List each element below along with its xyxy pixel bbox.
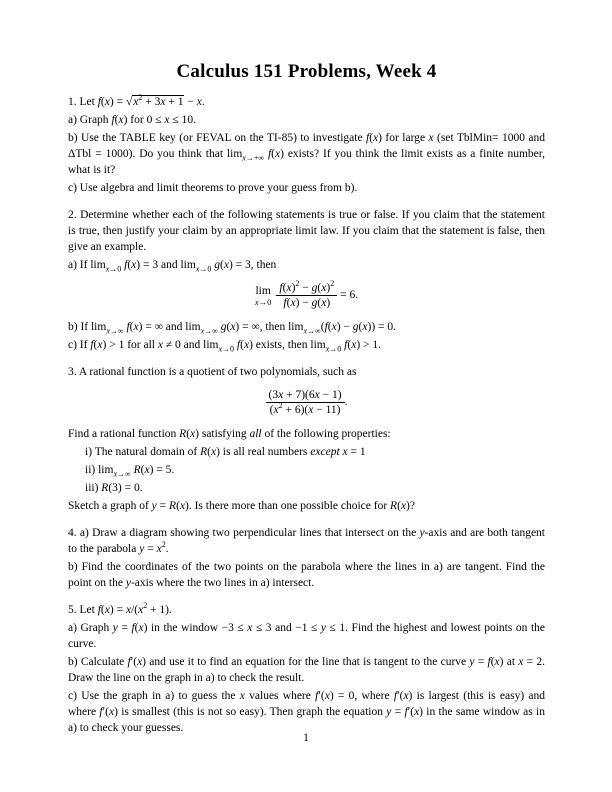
problem-5 [68,602,545,736]
problem-1-part-b: b) Use the TABLE key (or FEVAL on the TI-85) to investigate f(x) for large x (set TblMin= 1000 and ΔTbl = 1000). Do you think that $\lim_{x\to+\infty} f(x)$ exists? If you think the limit exists as a finite number, what is it? [68,132,545,176]
problem-2 [68,207,545,353]
problem-5-part-c: c) Use the graph in a) to guess the x values where f′(x) = 0, where f′(x) is largest (this is easy) and where f′(x) is smallest (this is not so easy). Then graph the equation y = f′(x) in the same window as in a) to check your guesses. [68,690,546,734]
problem-2-display-equation: lim x→0 $\frac{f(x)^2 - g(x)^2}{f(x) - g(x)}$ = 6. [254,279,359,309]
problem-1 [68,94,545,196]
problem-1-part-a: a) Graph f(x) for 0 ≤ x ≤ 10. [68,114,196,126]
problem-4-part-b: b) Find the coordinates of the two points on the parabola where the lines in a) are tangent. Find the point on the y-axis where the two lines in a) intersect. [68,561,545,589]
problem-3-intro: 3. A rational function is a quotient of two polynomials, such as [68,366,357,378]
problem-3-item-iii: iii) R(3) = 0. [85,482,143,494]
page-number: 1 [303,732,309,744]
problem-2-intro: 2. Determine whether each of the following statements is true or false. If you claim that the statement is true, then justify your claim by an appropriate limit law. If you claim that the statement is false, then give an example. [68,209,545,253]
problem-3-find: Find a rational function R(x) satisfying all of the following properties: [68,428,391,440]
problem-4 [68,525,545,591]
problem-2-part-c: c) If f(x) > 1 for all x ≠ 0 and $\lim_{x\to 0} f(x)$ exists, then $\lim_{x\to 0} f(x) > 1$. [68,339,382,354]
problem-3-item-ii: ii) $\lim_{x\to\infty} R(x) = 5$. [85,464,175,479]
problem-1-part-c: c) Use algebra and limit theorems to prove your guess from b). [68,182,358,194]
problem-4-part-a: 4. a) Draw a diagram showing two perpendicular lines that intersect on the y-axis and are both tangent to the parabola $y = x^2$. [68,527,545,555]
problem-5-intro: 5. Let $f(x) = x/(x^2 + 1)$. [68,601,172,616]
document-title: Calculus 151 Problems, Week 4 [176,61,437,82]
problem-2-part-b: b) If $\lim_{x\to\infty} f(x)$ = ∞ and $\lim_{x\to\infty} g(x)$ = ∞, then $\lim_{x\to\infty}(f(x) - g(x)) = 0$. [68,321,397,336]
problem-3 [68,364,545,514]
problem-1-intro: 1. Let $f(x) = √x^2 + 3x + 1 - x$. [68,93,205,108]
problem-5-part-a: a) Graph y = f(x) in the window −3 ≤ x ≤ 3 and −1 ≤ y ≤ 1. Find the highest and lowest points on the curve. [68,622,545,650]
problem-2-part-a: a) If $\lim_{x\to 0} f(x) = 3$ and $\lim_{x\to 0} g(x) = 3$, then [68,259,277,274]
problem-3-sketch: Sketch a graph of y = R(x). Is there more than one possible choice for R(x)? [68,500,415,512]
problem-3-display-equation: $\frac{(3x + 7)(6x - 1)}{(x^2 + 6)(x - 11)}$ . [68,389,545,416]
problem-3-item-i: i) The natural domain of R(x) is all real numbers except x = 1 [85,446,366,458]
problem-5-part-b: b) Calculate f′(x) and use it to find an equation for the line that is tangent to the curve y = f(x) at x = 2. Draw the line on the graph in a) to check the result. [68,656,545,684]
